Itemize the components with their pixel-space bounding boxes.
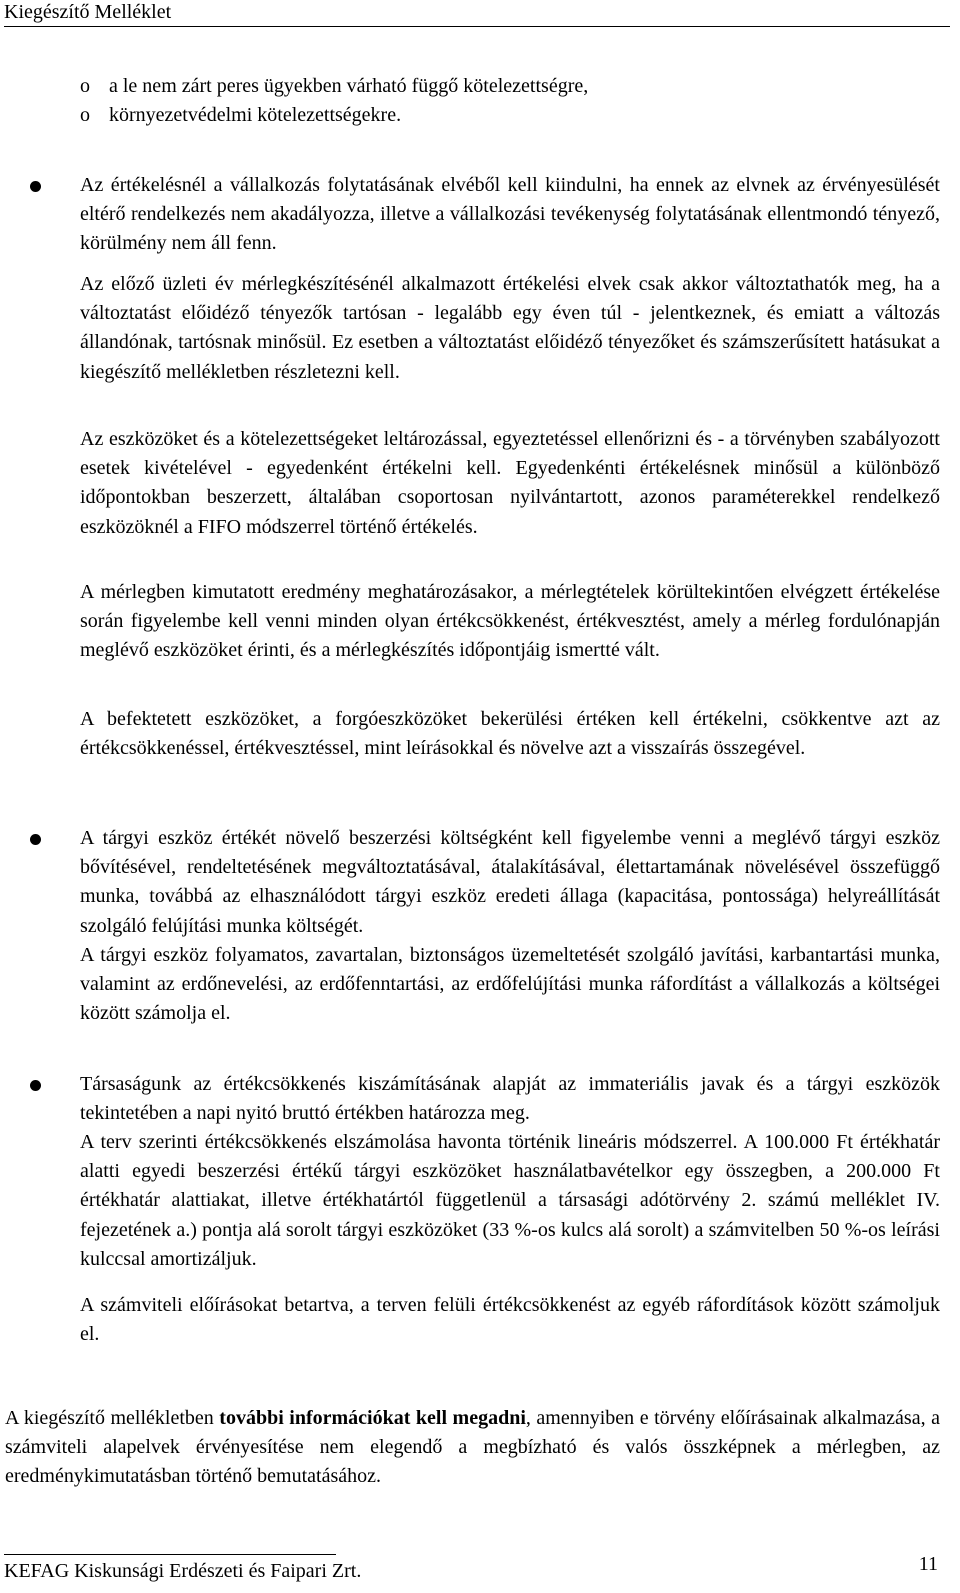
paragraph-fixed-assets-valuation: A befektetett eszközöket, a forgóeszközöket bekerülési értéken kell értékelni, csökkentve azt az értékcsökkenéssel, értékvesztéssel, mint leírásokkal és növelve azt a visszaírás összegével. <box>80 708 940 760</box>
circle-bullet-icon: o <box>80 104 90 126</box>
paragraph-text: , amennyiben e törvény előírásainak alkalmazása, a számviteli alapelvek érvényesítése nem elegendő a megbízható és valós összképnek a mérlegben, az eredménykimutatásban történő bemutatásához. <box>5 1407 940 1488</box>
paragraph-maintenance-cost: A tárgyi eszköz folyamatos, zavartalan, biztonságos üzemeltetését szolgáló javítási, karbantartási munka, valamint az erdőnevelési, az erdőfenntartási, az erdőfelújítási munka ráfordítást a vállalkozás a költségei között számolja el. <box>80 944 940 1025</box>
paragraph-result-determination: A mérlegben kimutatott eredmény meghatározásakor, a mérlegtételek körültekintően elvégzett értékelése során figyelembe kell venni minden olyan értékcsökkenést, értékvesztést, amely a mérleg fordulónapján meglévő eszközöket érinti, és a mérlegkészítés időpontjáig ismertté vált. <box>80 581 940 662</box>
footer-company: KEFAG Kiskunsági Erdészeti és Faipari Zrt. <box>4 1560 362 1582</box>
header-title: Kiegészítő Melléklet <box>4 1 172 23</box>
page-number: 11 <box>918 1553 938 1575</box>
paragraph-inventory-valuation: Az eszközöket és a kötelezettségeket leltározással, egyeztetéssel ellenőrizni és - a törvényben szabályozott esetek kivételével - egyedenként értékelni kell. Egyedenkénti értékelésnek minősül a különböző időpontokban beszerzett, általában csoportosan nyilvántartott, azonos paraméterekkel rendelkező eszközöknél a FIFO módszerrel történő értékelés. <box>80 428 940 538</box>
sub-list-item-text: a le nem zárt peres ügyekben várható függő kötelezettségre, <box>109 75 589 97</box>
emphasis-text: további információkat kell megadni <box>219 1407 526 1429</box>
bullet-icon <box>30 181 41 192</box>
page-header <box>4 0 950 27</box>
paragraph-valuation-change: Az előző üzleti év mérlegkészítésénél alkalmazott értékelési elvek csak akkor változtathatók meg, ha a változtatást előidéző tényezők tartósan - legalább egy éven túl - jelentkeznek, és emiatt a változás állandónak, tartósnak minősül. Ez esetben a változtatást előidéző tényezőket és számszerűsített hatásukat a kiegészítő mellékletben részletezni kell. <box>80 273 940 383</box>
paragraph-depreciation-method: A terv szerinti értékcsökkenés elszámolása havonta történik lineáris módszerrel. A 100.000 Ft értékhatár alatti egyedi beszerzési értékű tárgyi eszközöket használatbavételkor egy összegben, a 200.000 Ft értékhatár alattiakat, illetve értékhatártól függetlenül a társasági adótörvény 2. számú melléklet IV. fejezetének a.) pontja alá sorolt tárgyi eszközöket (33 %-os kulcs alá sorolt) a számvitelben 50 %-os leírási kulccsal amortizáljuk. <box>80 1131 940 1270</box>
paragraph-text: A kiegészítő mellékletben <box>5 1407 220 1429</box>
bullet-icon <box>30 834 41 845</box>
bullet-icon <box>30 1080 41 1091</box>
circle-bullet-icon: o <box>80 75 90 97</box>
paragraph-going-concern: Az értékelésnél a vállalkozás folytatásának elvéből kell kiindulni, ha ennek az elvnek az érvényesülését eltérő rendelkezés nem akadályozza, illetve a vállalkozási tevékenység folytatásának ellentmondó tényező, körülmény nem áll fenn. <box>80 174 940 255</box>
paragraph-additional-information <box>5 1404 940 1492</box>
sub-list-item-text: környezetvédelmi kötelezettségekre. <box>109 104 402 126</box>
paragraph-acquisition-cost: A tárgyi eszköz értékét növelő beszerzési költségként kell figyelembe venni a meglévő tárgyi eszköz bővítésével, rendeltetésének megváltoztatásával, átalakításával, élettartamának növelésével összefüggő munka, továbbá az elhasználódott tárgyi eszköz eredeti állaga (kapacitása, pontossága) helyreállítását szolgáló felújítási munka költségét. <box>80 827 940 937</box>
paragraph-extraordinary-depreciation: A számviteli előírásokat betartva, a terven felüli értékcsökkenést az egyéb ráfordítások között számoljuk el. <box>80 1294 940 1346</box>
paragraph-depreciation-basis: Társaságunk az értékcsökkenés kiszámításának alapját az immateriális javak és a tárgyi eszközök tekintetében a napi nyitó bruttó értékben határozza meg. <box>80 1073 940 1125</box>
footer-divider <box>4 1554 336 1555</box>
